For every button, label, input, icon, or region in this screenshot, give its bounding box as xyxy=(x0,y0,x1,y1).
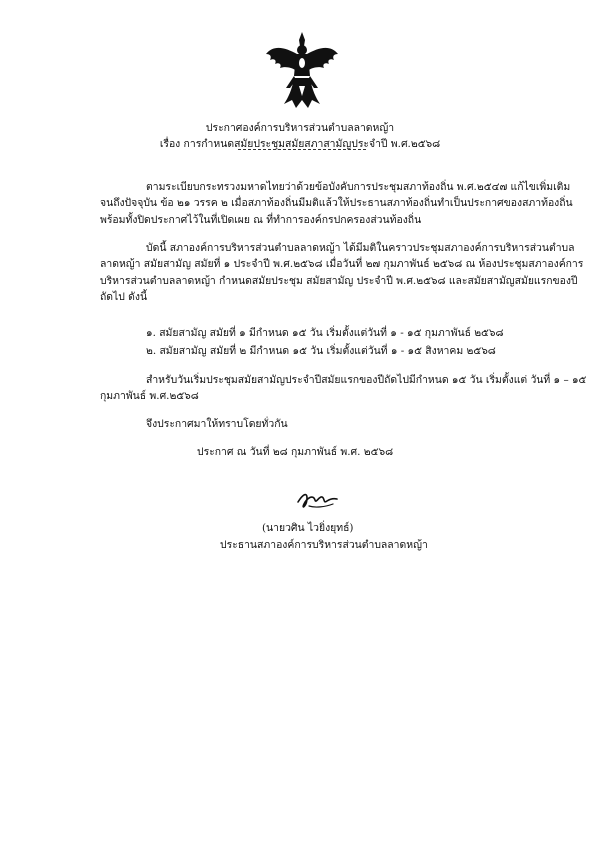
signer-title: ประธานสภาองค์การบริหารส่วนตำบลลาดหญ้า xyxy=(220,539,428,551)
paragraph-1 xyxy=(100,179,588,228)
closing-line: จึงประกาศมาให้ทราบโดยทั่วกัน xyxy=(146,418,288,430)
paragraph-2 xyxy=(100,240,588,306)
handwritten-signature-icon xyxy=(295,488,340,514)
paragraph-3-text: สำหรับวันเริ่มประชุมสมัยสามัญประจำปีสมัยแรกของปีถัดไปมีกำหนด ๑๕ วัน เริ่มตั้งแต่ วันที่ ๑ – ๑๕ กุมภาพันธ์ พ.ศ.๒๕๖๘ xyxy=(100,374,587,403)
announcement-date: ประกาศ ณ วันที่ ๒๘ กุมภาพันธ์ พ.ศ. ๒๕๖๘ xyxy=(197,446,394,458)
paragraph-1-text: ตามระเบียบกระทรวงมหาดไทยว่าด้วยข้อบังคับการประชุมสภาท้องถิ่น พ.ศ.๒๕๔๗ แก้ไขเพิ่มเติมจนถึงปัจจุบัน ข้อ ๒๑ วรรค ๒ เมื่อสภาท้องถิ่นมีมติแล้วให้ประธานสภาท้องถิ่นทำเป็นประกาศของสภาท้องถิ่น พร้อมทั้งปิดประกาศไว้ในที่เปิดเผย ณ ที่ทำการองค์กรปกครองส่วนท้องถิ่น xyxy=(100,181,573,226)
list-item: ๒. สมัยสามัญ สมัยที่ ๒ มีกำหนด ๑๕ วัน เริ่มตั้งแต่วันที่ ๑ - ๑๕ สิงหาคม ๒๕๖๘ xyxy=(146,345,496,357)
garuda-emblem-icon xyxy=(264,30,340,110)
subject-line: เรื่อง การกำหนดสมัยประชุมสมัยสภาสามัญประจำปี พ.ศ.๒๕๖๘ xyxy=(159,138,441,150)
paragraph-3 xyxy=(100,372,588,405)
header-divider xyxy=(238,149,366,150)
list-item: ๑. สมัยสามัญ สมัยที่ ๑ มีกำหนด ๑๕ วัน เริ่มตั้งแต่วันที่ ๑ - ๑๕ กุมภาพันธ์ ๒๕๖๘ xyxy=(146,327,504,339)
paragraph-2-text: บัดนี้ สภาองค์การบริหารส่วนตำบลลาดหญ้า ได้มีมติในคราวประชุมสภาองค์การบริหารส่วนตำบลลาดหญ้า สมัยสามัญ สมัยที่ ๑ ประจำปี พ.ศ.๒๕๖๘ เมื่อวันที่ ๒๗ กุมภาพันธ์ ๒๕๖๘ ณ ห้องประชุมสภาองค์การบริหารส่วนตำบลลาดหญ้า กำหนดสมัยประชุม สมัยสามัญ ประจำปี พ.ศ.๒๕๖๘ และสมัยสามัญสมัยแรกของปีถัดไป ดังนี้ xyxy=(100,242,584,304)
signer-name: (นายวศิน ไวยิ่งยุทธ์) xyxy=(262,522,354,534)
org-title: ประกาศองค์การบริหารส่วนตำบลลาดหญ้า xyxy=(205,122,395,134)
